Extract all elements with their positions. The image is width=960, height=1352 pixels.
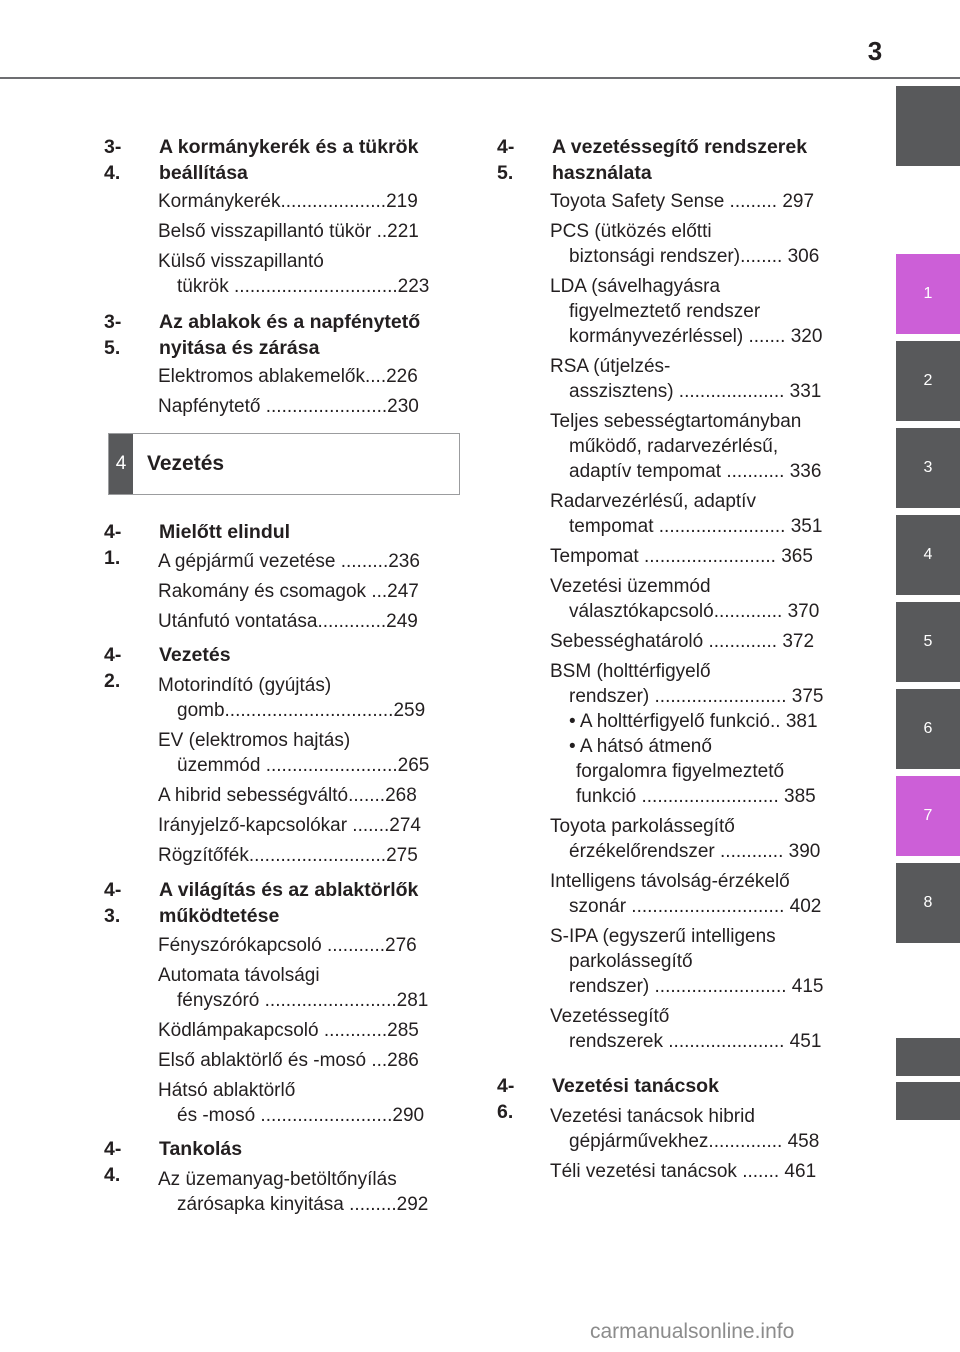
toc-items-4-1	[158, 549, 454, 634]
toc-entry-continued[interactable]: gépjárművekhez.............. 458	[569, 1131, 820, 1152]
toc-entry[interactable]: A hibrid sebességváltó.......268	[158, 785, 417, 806]
toc-entry[interactable]: Ködlámpakapcsoló ............285	[158, 1020, 419, 1041]
section-number: 4-5.	[497, 136, 515, 184]
toc-entry[interactable]: Intelligens távolság-érzékelő	[550, 871, 790, 892]
toc-entry-continued[interactable]: forgalomra figyelmeztető	[576, 761, 785, 782]
toc-entry-continued[interactable]: adaptív tempomat ........... 336	[569, 461, 822, 482]
toc-entry[interactable]: Első ablaktörlő és -mosó ...286	[158, 1050, 419, 1071]
toc-items-4-4	[158, 1167, 454, 1217]
toc-entry-continued[interactable]: rendszer) ......................... 375	[569, 686, 824, 707]
toc-entry[interactable]: Irányjelző-kapcsolókar .......274	[158, 815, 421, 836]
tab-chapter-4[interactable]: 4	[896, 515, 960, 595]
toc-entry-continued[interactable]: gomb................................259	[177, 700, 426, 721]
toc-entry[interactable]: Kormánykerék....................219	[158, 191, 418, 212]
toc-entry[interactable]: Elektromos ablakemelők....226	[158, 366, 418, 387]
tab-chapter-5[interactable]: 5	[896, 602, 960, 682]
watermark: carmanualsonline.info	[590, 1320, 795, 1343]
toc-entry-continued[interactable]: kormányvezérléssel) ....... 320	[569, 326, 823, 347]
chapter-title: Vezetés	[147, 452, 225, 475]
section-title: Az ablakok és a napfénytető nyitása és zárása	[159, 311, 421, 359]
toc-entry-continued[interactable]: és -mosó .........................290	[177, 1105, 425, 1126]
toc-entry-continued[interactable]: rendszerek ...................... 451	[569, 1031, 822, 1052]
toc-entry[interactable]: Hátsó ablaktörlő	[158, 1080, 296, 1101]
toc-entry[interactable]: Motorindító (gyújtás)	[158, 675, 332, 696]
section-number: 3-5.	[104, 311, 122, 359]
toc-entry-continued[interactable]: működő, radarvezérlésű,	[569, 436, 779, 457]
toc-entry[interactable]: Utánfutó vontatása.............249	[158, 611, 418, 632]
toc-entry-continued[interactable]: zárósapka kinyitása .........292	[177, 1194, 429, 1215]
tab-chapter-3[interactable]: 3	[896, 428, 960, 508]
toc-entry[interactable]: PCS (ütközés előtti	[550, 221, 712, 242]
toc-entry-continued[interactable]: asszisztens) .................... 331	[569, 381, 822, 402]
toc-entry-continued[interactable]: fényszóró .........................281	[177, 990, 429, 1011]
tab-blank-index-2[interactable]	[896, 1082, 960, 1120]
toc-entry[interactable]: Automata távolsági	[158, 965, 320, 986]
toc-entry[interactable]: Rakomány és csomagok ...247	[158, 581, 419, 602]
section-title: Mielőtt elindul	[159, 521, 291, 543]
toc-entry[interactable]: Belső visszapillantó tükör ..221	[158, 221, 419, 242]
toc-items-3-5	[158, 364, 454, 419]
toc-entry[interactable]: Vezetési tanácsok hibrid	[550, 1106, 755, 1127]
chapter-number: 4	[109, 434, 133, 494]
toc-entry-continued[interactable]: rendszer) ......................... 415	[569, 976, 824, 997]
section-number: 4-2.	[104, 644, 122, 692]
toc-entry[interactable]: Radarvezérlésű, adaptív	[550, 491, 756, 512]
tab-chapter-6[interactable]: 6	[896, 689, 960, 769]
toc-items-4-6	[550, 1104, 850, 1184]
section-title: Tankolás	[159, 1138, 243, 1160]
toc-entry-continued[interactable]: választókapcsoló............. 370	[569, 601, 820, 622]
toc-entry[interactable]: Vezetéssegítő	[550, 1006, 670, 1027]
section-number: 4-4.	[104, 1138, 122, 1186]
toc-entry-continued[interactable]: funkció .......................... 385	[576, 786, 816, 807]
toc-items-4-5	[550, 189, 850, 1054]
section-title: A vezetéssegítő rendszerek használata	[552, 136, 808, 184]
toc-entry-continued[interactable]: tükrök ...............................223	[177, 276, 430, 297]
toc-entry[interactable]: S-IPA (egyszerű intelligens	[550, 926, 776, 947]
toc-entry[interactable]: Toyota parkolássegítő	[550, 816, 735, 837]
toc-items-4-3	[158, 933, 454, 1128]
top-rule	[0, 77, 960, 79]
tab-chapter-2[interactable]: 2	[896, 341, 960, 421]
chapter-heading-box	[108, 433, 460, 495]
tab-blank-index-1[interactable]	[896, 1038, 960, 1076]
toc-entry-bullet[interactable]: • A hátsó átmenő	[569, 736, 712, 757]
toc-entry[interactable]: Külső visszapillantó	[158, 251, 324, 272]
toc-entry[interactable]: Rögzítőfék..........................275	[158, 845, 418, 866]
toc-entry[interactable]: Vezetési üzemmód	[550, 576, 711, 597]
toc-entry-continued[interactable]: érzékelőrendszer ............ 390	[569, 841, 821, 862]
section-title: Vezetési tanácsok	[552, 1075, 719, 1097]
toc-entry-continued[interactable]: biztonsági rendszer)........ 306	[569, 246, 820, 267]
toc-entry[interactable]: EV (elektromos hajtás)	[158, 730, 351, 751]
toc-entry[interactable]: BSM (holttérfigyelő	[550, 661, 711, 682]
toc-entry-continued[interactable]: üzemmód .........................265	[177, 755, 430, 776]
section-number: 3-4.	[104, 136, 122, 184]
toc-entry[interactable]: RSA (útjelzés-	[550, 356, 671, 377]
toc-entry[interactable]: Az üzemanyag-betöltőnyílás	[158, 1169, 397, 1190]
tab-blank-top[interactable]	[896, 86, 960, 166]
toc-entry[interactable]: Tempomat ......................... 365	[550, 546, 813, 567]
section-number: 4-1.	[104, 521, 122, 569]
toc-entry-continued[interactable]: figyelmeztető rendszer	[569, 301, 761, 322]
toc-entry-continued[interactable]: szonár ............................. 402	[569, 896, 822, 917]
tab-chapter-7[interactable]: 7	[896, 776, 960, 856]
toc-entry[interactable]: Sebességhatároló ............. 372	[550, 631, 815, 652]
toc-entry[interactable]: A gépjármű vezetése .........236	[158, 551, 420, 572]
toc-entry[interactable]: Toyota Safety Sense ......... 297	[550, 191, 815, 212]
page-number: 3	[867, 36, 883, 66]
toc-entry[interactable]: Téli vezetési tanácsok ....... 461	[550, 1161, 817, 1182]
toc-items-3-4	[158, 189, 454, 299]
toc-entry-continued[interactable]: tempomat ........................ 351	[569, 516, 823, 537]
toc-entry-bullet[interactable]: • A holttérfigyelő funkció.. 381	[569, 711, 818, 732]
toc-entry-continued[interactable]: parkolássegítő	[569, 951, 693, 972]
section-number: 4-3.	[104, 879, 122, 927]
toc-entry[interactable]: Fényszórókapcsoló ...........276	[158, 935, 417, 956]
tab-chapter-1[interactable]: 1	[896, 254, 960, 334]
section-title: Vezetés	[159, 644, 231, 666]
toc-entry[interactable]: Napfénytető .......................230	[158, 396, 419, 417]
section-title: A világítás és az ablaktörlők működtetése	[159, 879, 419, 927]
section-title: A kormánykerék és a tükrök beállítása	[159, 136, 419, 184]
toc-items-4-2	[158, 673, 454, 868]
toc-entry[interactable]: LDA (sávelhagyásra	[550, 276, 721, 297]
toc-entry[interactable]: Teljes sebességtartományban	[550, 411, 802, 432]
section-number: 4-6.	[497, 1075, 515, 1123]
tab-chapter-8[interactable]: 8	[896, 863, 960, 943]
